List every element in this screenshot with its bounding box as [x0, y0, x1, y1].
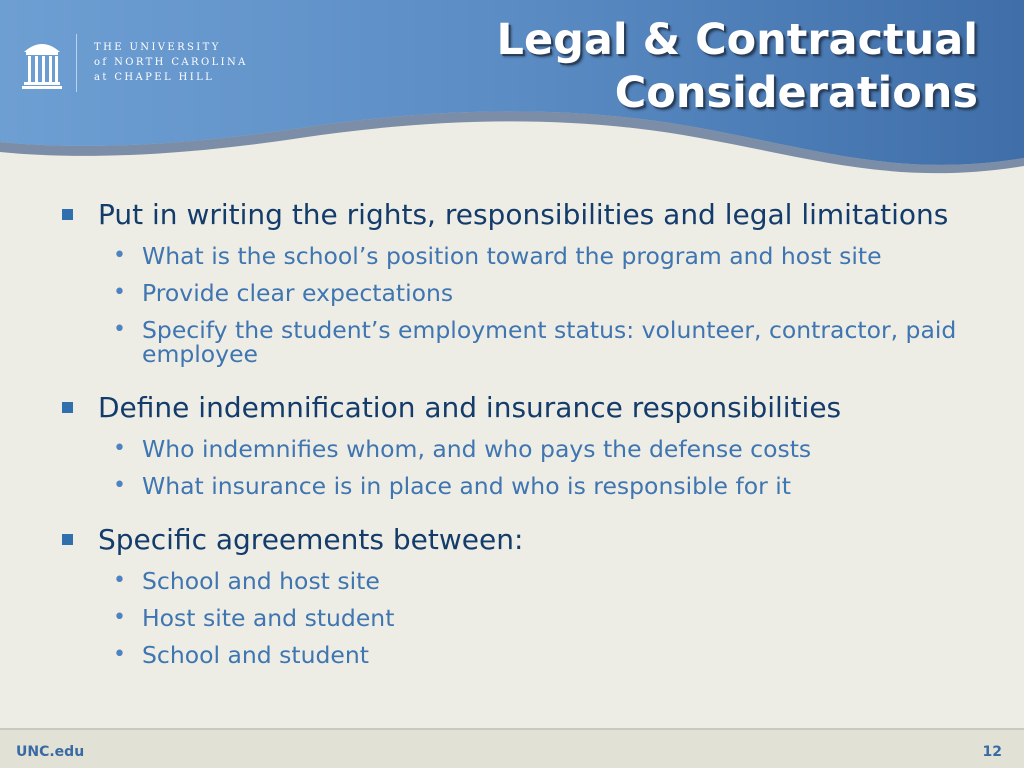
sub-bullet	[60, 474, 980, 498]
main-bullet-text: Specific agreements between:	[98, 523, 524, 556]
old-well-logo-icon	[20, 34, 64, 90]
main-bullet-text: Put in writing the rights, responsibilities and legal limitations	[98, 198, 949, 231]
slide-title	[378, 14, 978, 120]
round-bullet-icon: •	[113, 317, 126, 342]
main-bullet	[60, 200, 980, 230]
sub-bullet	[60, 437, 980, 461]
page-number: 12	[982, 744, 1002, 760]
sub-bullet	[60, 244, 980, 268]
square-bullet-icon	[62, 402, 73, 413]
main-bullet-text: Define indemnification and insurance responsibilities	[98, 391, 842, 424]
logo-divider	[76, 34, 77, 92]
wordmark-line: THE UNIVERSITY	[94, 42, 221, 53]
wordmark-line: of NORTH CAROLINA	[94, 57, 248, 68]
slide-content	[60, 200, 980, 667]
sub-bullet	[60, 281, 980, 305]
square-bullet-icon	[62, 534, 73, 545]
round-bullet-icon: •	[113, 605, 126, 630]
university-wordmark	[94, 40, 248, 85]
main-bullet	[60, 393, 980, 423]
round-bullet-icon: •	[113, 280, 126, 305]
round-bullet-icon: •	[113, 473, 126, 498]
sub-bullet-text: Specify the student’s employment status: volunteer, contractor, paid employee	[142, 316, 957, 368]
round-bullet-icon: •	[113, 568, 126, 593]
sub-bullet-text: What is the school’s position toward the program and host site	[142, 242, 882, 270]
sub-bullet-text: Provide clear expectations	[142, 279, 454, 307]
sub-bullet	[60, 606, 980, 630]
sub-bullet-text: Who indemnifies whom, and who pays the defense costs	[142, 435, 812, 463]
sub-bullet	[60, 569, 980, 593]
title-line: Legal & Contractual	[496, 15, 978, 65]
bullet-group	[60, 393, 980, 498]
sub-bullet-text: School and host site	[142, 567, 380, 595]
wordmark-line: at CHAPEL HILL	[94, 72, 215, 83]
square-bullet-icon	[62, 209, 73, 220]
sub-bullet	[60, 318, 980, 366]
round-bullet-icon: •	[113, 642, 126, 667]
bullet-group	[60, 525, 980, 667]
footer	[0, 730, 1024, 768]
main-bullet	[60, 525, 980, 555]
round-bullet-icon: •	[113, 243, 126, 268]
title-line: Considerations	[614, 68, 978, 118]
round-bullet-icon: •	[113, 436, 126, 461]
sub-bullet-text: School and student	[142, 641, 370, 669]
sub-bullet	[60, 643, 980, 667]
sub-bullet-text: What insurance is in place and who is responsible for it	[142, 472, 792, 500]
sub-bullet-text: Host site and student	[142, 604, 395, 632]
footer-site-label: UNC.edu	[16, 744, 85, 760]
bullet-group	[60, 200, 980, 366]
